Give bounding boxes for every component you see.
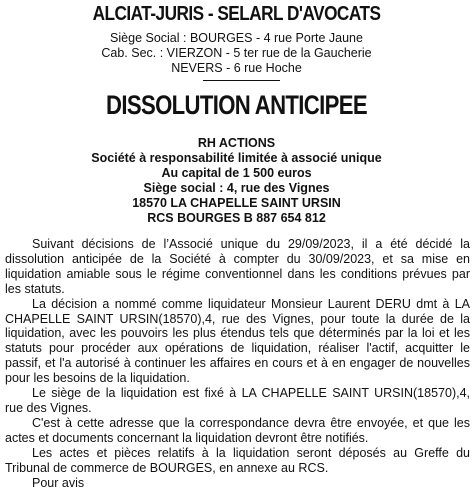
company-postal-city: 18570 LA CHAPELLE SAINT URSIN (0, 196, 473, 210)
notice-headline: DISSOLUTION ANTICIPEE (43, 90, 431, 121)
company-legal-form: Société à responsabilité limitée à associé unique (0, 151, 473, 165)
company-name: RH ACTIONS (0, 136, 473, 150)
paragraph-filing-registry: Les actes et pièces relatifs à la liquidation seront déposés au Greffe du Tribunal de commerce de BOURGES, en annexe au RCS. (5, 446, 470, 476)
notice-body (5, 237, 470, 490)
paragraph-dissolution-decision: Suivant décisions de l’Associé unique du 29/09/2023, il a été décidé la dissolution anticipée de la Société à compter du 30/09/2023, et sa mise en liquidation amiable sous le régime conventionnel dans les conditions prévues par les statuts. (5, 237, 470, 297)
head-office-address: Siège Social : BOURGES - 4 rue Porte Jaune (0, 31, 473, 45)
header-divider (203, 80, 280, 81)
law-firm-name: ALCIAT-JURIS - SELARL D'AVOCATS (33, 3, 440, 26)
company-rcs-number: RCS BOURGES B 887 654 812 (0, 211, 473, 225)
paragraph-correspondence-address: C'est à cette adresse que la correspondance devra être envoyée, et que les actes et documents concernant la liquidation devront être notifiés. (5, 416, 470, 446)
company-registered-office: Siège social : 4, rue des Vignes (0, 181, 473, 195)
paragraph-liquidator-appointment: La décision a nommé comme liquidateur Monsieur Laurent DERU dmt à LA CHAPELLE SAINT URSIN(18570),4, rue des Vignes, pour toute la durée de la liquidation, avec les pouvoirs les plus étendus tels que déterminés par la loi et les statuts pour procéder aux opérations de liquidation, réaliser l'actif, acquitter le passif, et l'a autorisé à continuer les affaires en cours et à en engager de nouvelles pour les besoins de la liquidation. (5, 297, 470, 386)
paragraph-liquidation-seat: Le siège de la liquidation est fixé à LA CHAPELLE SAINT URSIN(18570),4, rue des Vignes. (5, 386, 470, 416)
company-capital: Au capital de 1 500 euros (0, 166, 473, 180)
secondary-office-address: Cab. Sec. : VIERZON - 5 ter rue de la Gaucherie (0, 46, 473, 60)
sign-off: Pour avis (5, 476, 470, 490)
nevers-office-address: NEVERS - 6 rue Hoche (0, 61, 473, 75)
